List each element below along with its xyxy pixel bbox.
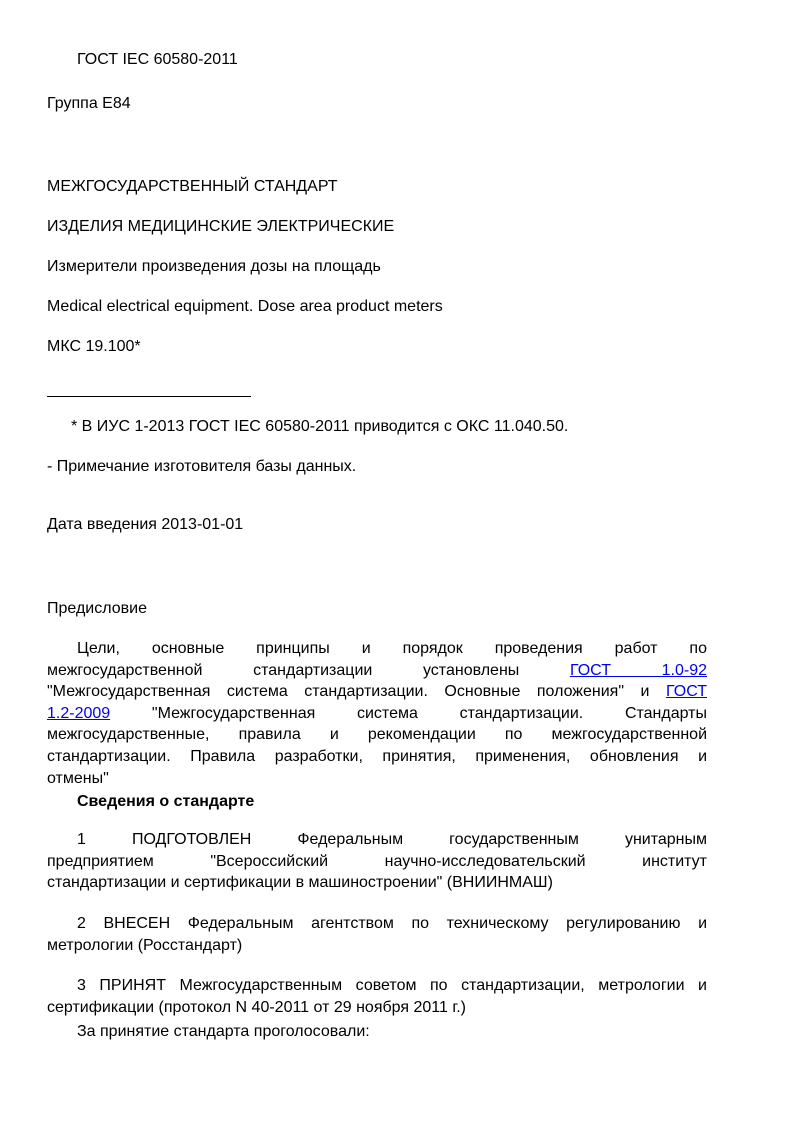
intro-date: Дата введения 2013-01-01 (47, 516, 244, 533)
gost-1-2-2009-link-part1[interactable]: ГОСТ (665, 683, 707, 701)
info-line: 2 ВНЕСЕН Федеральным агентством по техническому регулированию и (77, 915, 707, 932)
preface-line: межгосударственные, правила и рекомендации по межгосударственной (47, 726, 707, 744)
title-ru-sub: Измерители произведения дозы на площадь (47, 258, 381, 275)
info-item-1 (47, 829, 707, 894)
info-line: стандартизации и сертификации в машиностроении" (ВНИИНМАШ) (47, 874, 553, 892)
standard-type: МЕЖГОСУДАРСТВЕННЫЙ СТАНДАРТ (47, 178, 338, 195)
preface-heading: Предисловие (47, 600, 147, 617)
gost-code: ГОСТ IEC 60580-2011 (77, 51, 238, 68)
standard-info-heading: Сведения о стандарте (77, 793, 255, 810)
preface-paragraph (47, 638, 707, 789)
info-line: метрологии (Росстандарт) (47, 936, 243, 954)
title-en: Medical electrical equipment. Dose area product meters (47, 298, 443, 315)
info-line: 1 ПОДГОТОВЛЕН Федеральным государственным унитарным (77, 831, 707, 848)
preface-line (47, 660, 707, 682)
preface-line-text: межгосударственной стандартизации установлены (47, 661, 520, 679)
info-item-2 (47, 913, 707, 956)
info-line: 3 ПРИНЯТ Межгосударственным советом по стандартизации, метрологии и (77, 977, 707, 994)
preface-line (47, 703, 707, 725)
mks-code: МКС 19.100* (47, 338, 141, 355)
gost-1-2-2009-link-part2[interactable]: 1.2-2009 (47, 704, 111, 722)
group-code: Группа Е84 (47, 95, 131, 112)
gost-1-0-92-link[interactable]: ГОСТ 1.0-92 (569, 661, 708, 679)
preface-line: отмены" (47, 769, 109, 787)
info-line: предприятием "Всероссийский научно-исследовательский институт (47, 852, 707, 870)
preface-line: стандартизации. Правила разработки, принятия, применения, обновления и (47, 747, 707, 765)
footnote-divider (47, 396, 251, 397)
preface-line-text: "Межгосударственная система стандартизации. Основные положения" и (47, 683, 650, 701)
footnote-note: - Примечание изготовителя базы данных. (47, 458, 357, 475)
info-item-3 (47, 975, 707, 1018)
footnote-text: * В ИУС 1-2013 ГОСТ IEC 60580-2011 приводится с ОКС 11.040.50. (71, 418, 569, 435)
preface-line (47, 681, 707, 703)
preface-line-text: "Межгосударственная система стандартизации. Стандарты (151, 704, 707, 722)
title-ru-main: ИЗДЕЛИЯ МЕДИЦИНСКИЕ ЭЛЕКТРИЧЕСКИЕ (47, 218, 395, 235)
preface-line: Цели, основные принципы и порядок проведения работ по (77, 640, 707, 657)
voted-heading: За принятие стандарта проголосовали: (77, 1023, 370, 1040)
info-line: сертификации (протокол N 40-2011 от 29 ноября 2011 г.) (47, 998, 466, 1016)
